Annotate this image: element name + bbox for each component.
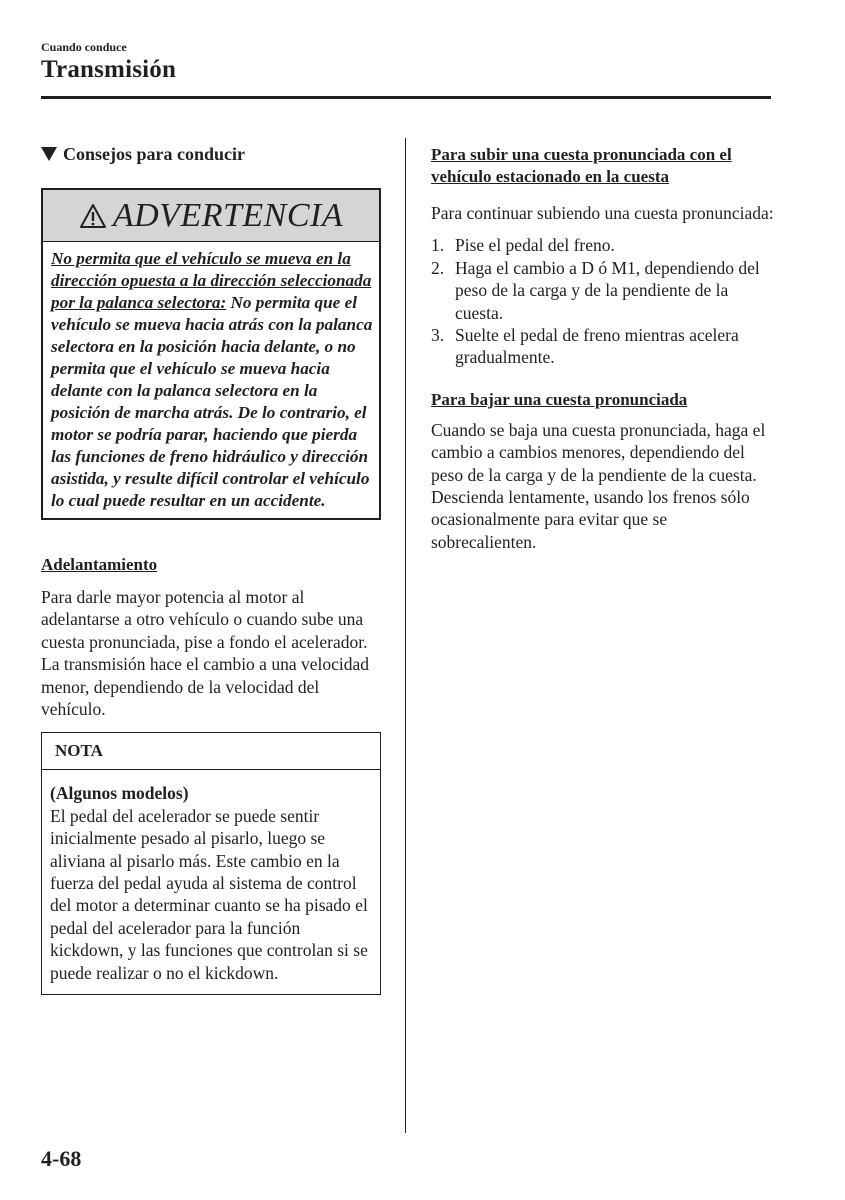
note-text: El pedal del acelerador se puede sentir inicialmente pesado al pisarlo, luego se aliviana al pisarlo más. Este cambio en la fuerza del pedal ayuda al sistema de control del motor a determinar cuanto se ha pisado el pedal del acelerador para la función kickdown, y las funciones que controlan si se puede realizar o no el kickdown.: [50, 805, 368, 983]
note-label: NOTA: [42, 733, 380, 770]
list-item: 2. Haga el cambio a D ó M1, dependiendo del peso de la carga y de la pendiente de la cuesta.: [431, 257, 760, 323]
downhill-heading: Para bajar una cuesta pronunciada: [431, 389, 688, 409]
uphill-intro: Para continuar subiendo una cuesta pronunciada:: [431, 203, 774, 223]
warning-title: ADVERTENCIA: [112, 196, 344, 234]
header-rule: [41, 96, 771, 99]
note-models: (Algunos modelos): [50, 783, 189, 804]
subsection-heading-text: Consejos para conducir: [63, 144, 246, 164]
downhill-text: Cuando se baja una cuesta pronunciada, haga el cambio a cambios menores, dependiendo del peso de la carga y de la pendiente de la cuesta. Descienda lentamente, usando los frenos sólo ocasionalmente para evitar que se sobrecalienten.: [431, 419, 766, 552]
overtake-heading: Adelantamiento: [41, 555, 158, 574]
warning-box: [41, 188, 381, 520]
overtake-text: Para darle mayor potencia al motor al adelantarse a otro vehículo o cuando sube una cuesta pronunciada, pise a fondo el acelerador. La transmisión hace el cambio a una velocidad menor, dependiendo de la velocidad del vehículo.: [41, 587, 369, 720]
warning-underlined-text: No permita que el vehículo se mueva en la dirección opuesta a la dirección seleccionada por la palanca selectora:: [51, 249, 372, 312]
warning-triangle-icon: [79, 203, 107, 229]
list-item: 1. Pise el pedal del freno.: [431, 235, 615, 256]
page-title: Transmisión: [41, 56, 177, 83]
warning-text: No permita que el vehículo se mueva hacia atrás con la palanca selectora en la posición hacia delante, o no permita que el vehículo se mueva hacia delante con la palanca selectora en la posición de marcha atrás. De lo contrario, el motor se podría parar, haciendo que pierda las funciones de freno hidráulico y dirección asistida, y resulte difícil controlar el vehículo lo cual puede resultar en un accidente.: [51, 293, 373, 510]
uphill-steps: [431, 234, 776, 368]
column-divider: [405, 138, 406, 1133]
page-number: 4-68: [41, 1146, 82, 1171]
warning-body: [43, 242, 379, 518]
section-label: Cuando conduce: [41, 40, 127, 54]
list-item: 3. Suelte el pedal de freno mientras acelera gradualmente.: [431, 325, 739, 368]
warning-header: [43, 190, 379, 242]
note-box: [41, 732, 381, 995]
right-column: [431, 144, 776, 553]
left-column: [41, 140, 381, 995]
subsection-heading: [41, 140, 381, 168]
note-body: [42, 770, 380, 994]
triangle-bullet-icon: [41, 147, 57, 161]
uphill-heading: Para subir una cuesta pronunciada con el vehículo estacionado en la cuesta: [431, 145, 732, 186]
